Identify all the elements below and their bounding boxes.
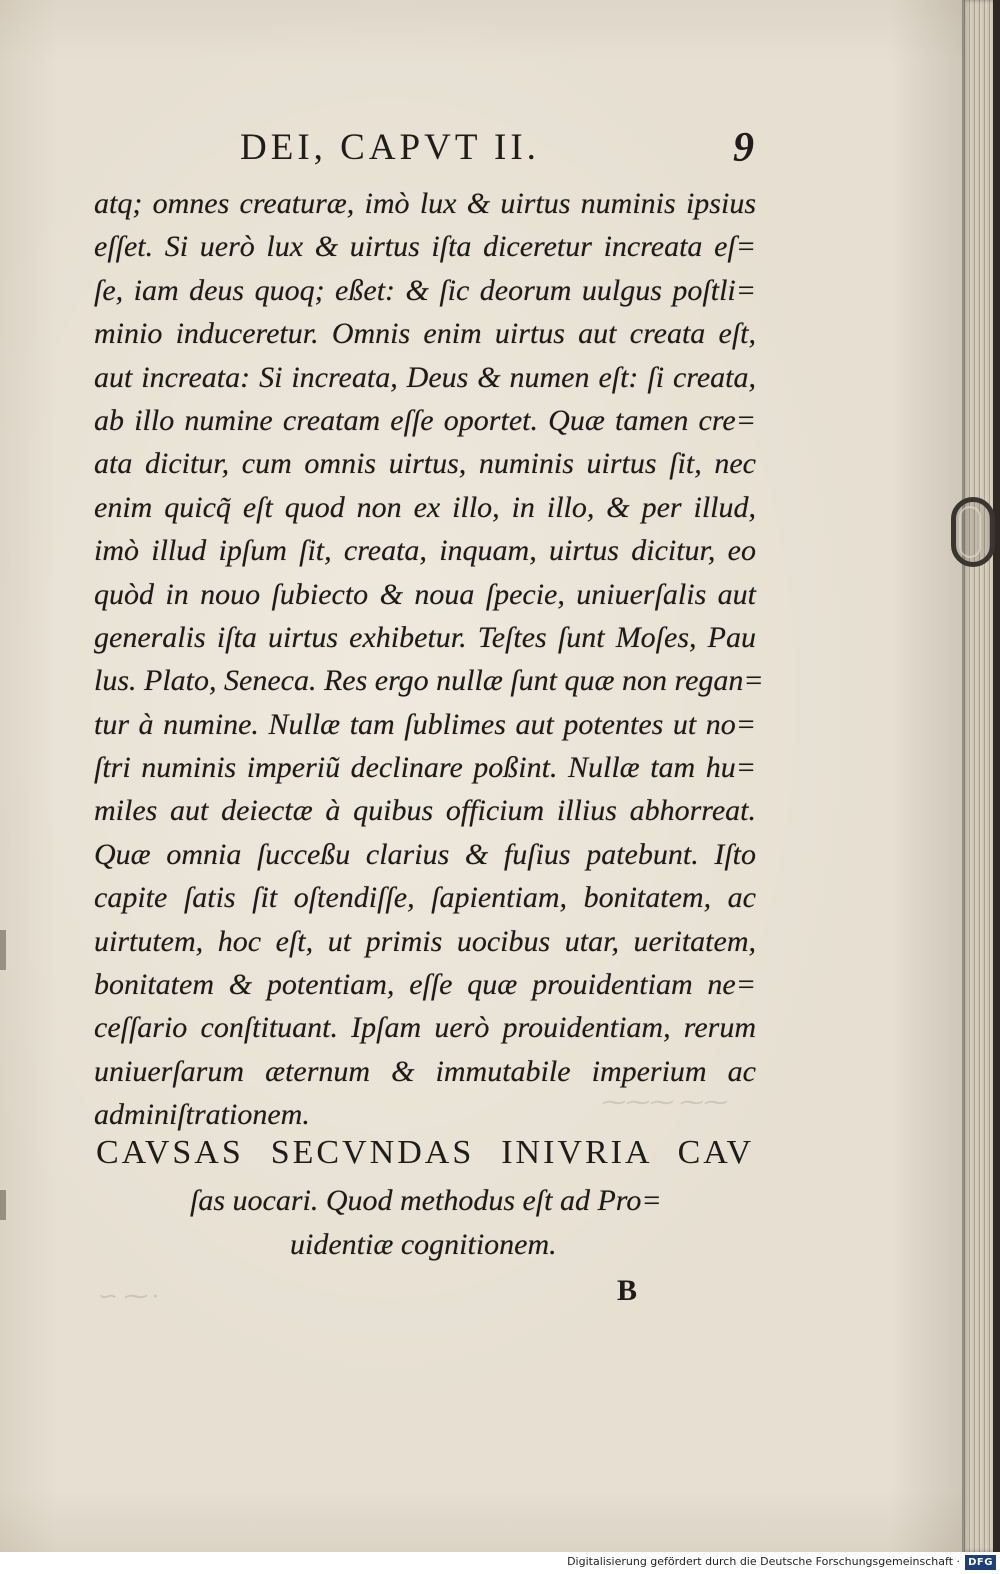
show-through-smudge: ∽ ⁓ · [96,1284,159,1310]
body-text [94,182,764,1137]
binding-edge-mark [0,1190,6,1220]
text-line: tur à numine. Nullæ tam ſublimes aut potentes ut no= [94,707,756,741]
binding-edge-mark [0,930,6,970]
page-number: 9 [733,125,754,171]
dfg-logo: DFG [965,1555,996,1570]
text-line: Quæ omnia ſucceßu clarius & fuſius patebunt. Iſto [94,837,756,871]
text-line: quòd in nouo ſubiecto & noua ſpecie, uniuerſalis aut [94,577,756,611]
text-line: uniuerſarum æternum & immutabile imperium ac [94,1054,756,1088]
text-line: enim quicq̃ eſt quod non ex illo, in illo, & per illud, [94,490,756,524]
section-subtitle-line: ſas uocari. Quod methodus eſt ad Pro= [190,1184,662,1217]
text-line: lus. Plato, Seneca. Res ergo nullæ ſunt quæ non regan= [94,664,764,698]
text-line: imò illud ipſum ſit, creata, inquam, uirtus dicitur, eo [94,534,756,568]
show-through-smudge: ⁓⁓⁓ ⁓⁓ [600,1090,726,1116]
running-head: DEI, CAPVT II. [240,127,540,168]
footer-credit-text: Digitalisierung gefördert durch die Deutsche Forschungsgemeinschaft · [567,1555,960,1568]
clasp-ring-highlight [959,506,981,558]
text-line: atq; omnes creaturæ, imò lux & uirtus numinis ipsius [94,187,756,220]
text-line: ab illo numine creatam eſſe oportet. Quæ tamen cre= [94,403,756,437]
text-line: ſe, iam deus quoq; eßet: & ſic deorum uulgus poſtli= [94,273,756,307]
text-line: adminiſtrationem. [94,1098,310,1132]
text-line: uirtutem, hoc eſt, ut primis uocibus utar, ueritatem, [94,924,756,958]
book-cover-edge [993,0,1000,1552]
text-line: miles aut deiectæ à quibus officium illius abhorreat. [94,794,756,828]
footer-credit-bar [0,1552,1000,1574]
text-line: ata dicitur, cum omnis uirtus, numinis uirtus ſit, nec [94,447,756,481]
signature-mark: B [617,1274,638,1307]
text-line: aut increata: Si increata, Deus & numen eſt: ſi creata, [94,360,756,394]
section-heading: CAVSAS SECVNDAS INIVRIA CAV [96,1134,754,1171]
text-line: ſtri numinis imperiũ declinare poßint. Nullæ tam hu= [94,751,756,785]
text-line: ceſſario conſtituant. Ipſam uerò prouidentiam, rerum [94,1011,756,1045]
section-subtitle-line: uidentiæ cognitionem. [290,1228,557,1261]
text-line: bonitatem & potentiam, eſſe quæ prouidentiam ne= [94,968,756,1002]
text-line: generalis iſta uirtus exhibetur. Teſtes ſunt Moſes, Pau [94,620,756,654]
text-line: eſſet. Si uerò lux & uirtus iſta diceretur increata eſ= [94,230,756,264]
text-line: capite ſatis ſit oſtendiſſe, ſapientiam, bonitatem, ac [94,881,756,915]
text-line: minio induceretur. Omnis enim uirtus aut creata eſt, [94,317,756,351]
